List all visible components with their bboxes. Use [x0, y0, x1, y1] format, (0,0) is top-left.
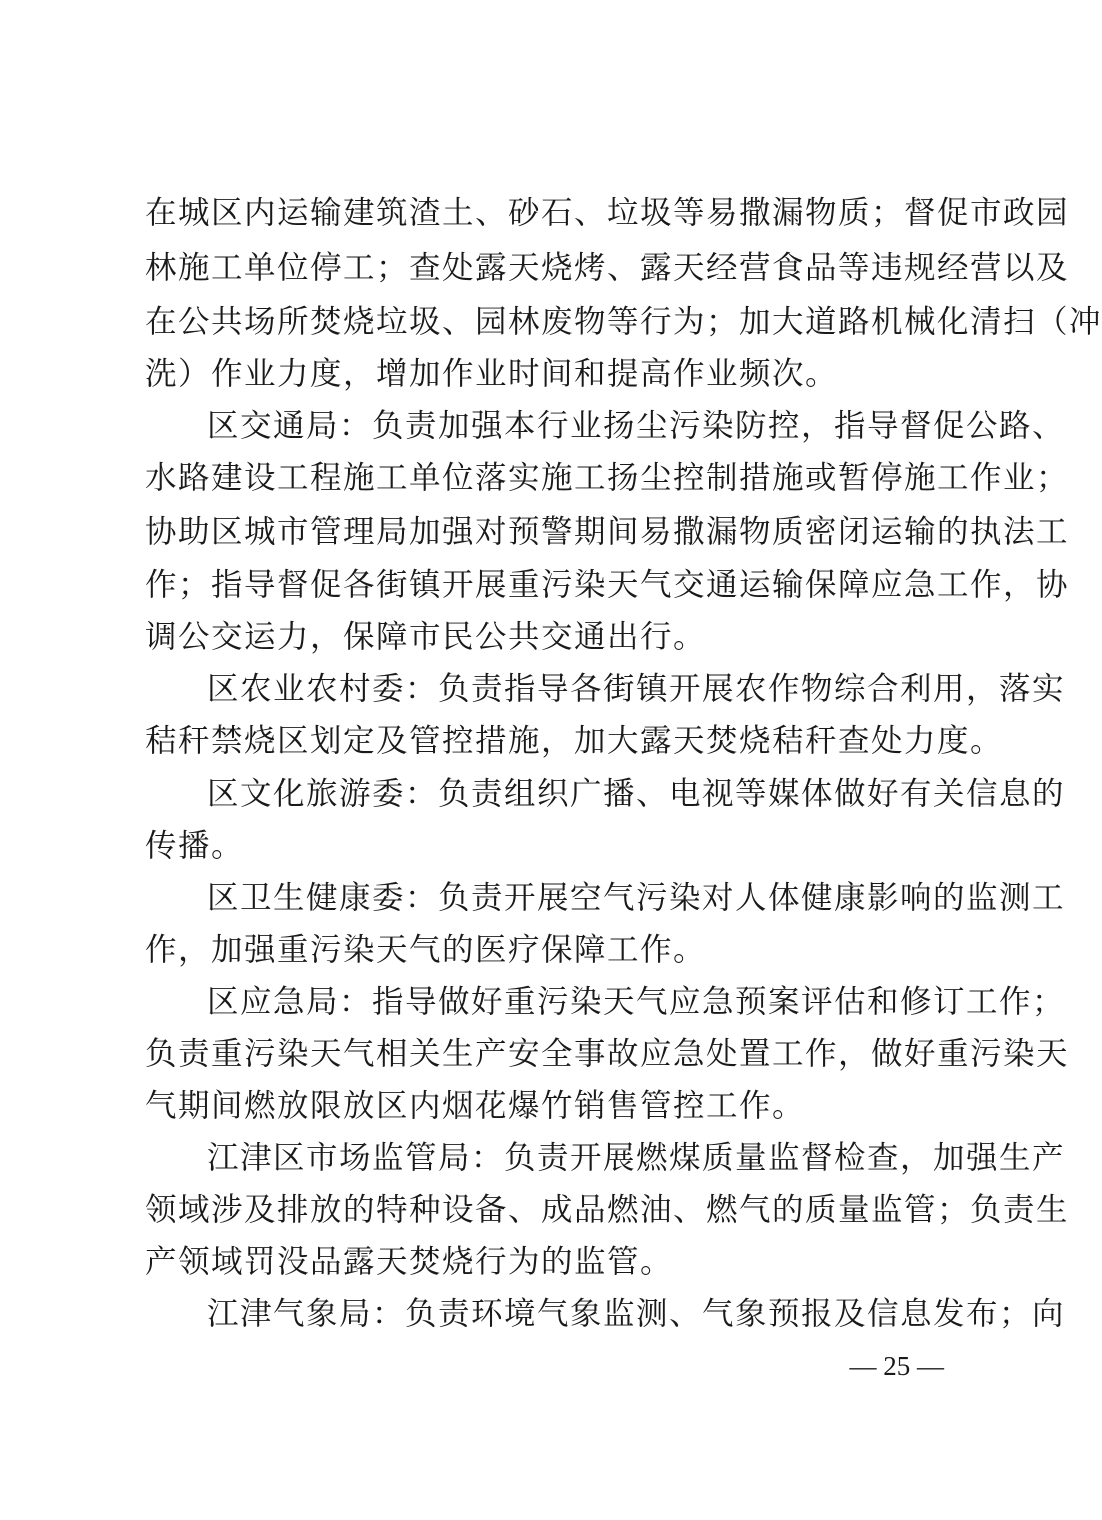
text-line: 秸秆禁烧区划定及管控措施，加大露天焚烧秸秆查处力度。 — [145, 723, 1004, 759]
text-line: 在城区内运输建筑渣土、砂石、垃圾等易撒漏物质；督促市政园 — [145, 195, 1070, 231]
text-line: 负责重污染天气相关生产安全事故应急处置工作，做好重污染天 — [145, 1036, 1070, 1072]
text-line: 作；指导督促各街镇开展重污染天气交通运输保障应急工作，协 — [145, 567, 1070, 603]
text-line: 水路建设工程施工单位落实施工扬尘控制措施或暂停施工作业； — [145, 460, 1070, 496]
paragraph-start-line: 区应急局：指导做好重污染天气应急预案评估和修订工作； — [207, 984, 1066, 1020]
paragraph-start-line: 区文化旅游委：负责组织广播、电视等媒体做好有关信息的 — [207, 776, 1066, 812]
paragraph-start-line: 江津气象局：负责环境气象监测、气象预报及信息发布；向 — [207, 1296, 1066, 1332]
text-line: 气期间燃放限放区内烟花爆竹销售管控工作。 — [145, 1088, 806, 1124]
text-line: 作，加强重污染天气的医疗保障工作。 — [145, 932, 707, 968]
page-number: — 25 — — [849, 1351, 944, 1381]
paragraph-start-line: 区交通局：负责加强本行业扬尘污染防控，指导督促公路、 — [207, 408, 1066, 444]
text-line: 传播。 — [145, 828, 245, 864]
text-line: 在公共场所焚烧垃圾、园林废物等行为；加大道路机械化清扫（冲 — [145, 304, 1102, 340]
paragraph-start-line: 区卫生健康委：负责开展空气污染对人体健康影响的监测工 — [207, 880, 1066, 916]
text-line: 产领域罚没品露天焚烧行为的监管。 — [145, 1244, 674, 1280]
paragraph-start-line: 江津区市场监管局：负责开展燃煤质量监督检查，加强生产 — [207, 1140, 1066, 1176]
text-line: 洗）作业力度，增加作业时间和提高作业频次。 — [145, 356, 839, 392]
paragraph-start-line: 区农业农村委：负责指导各街镇开展农作物综合利用，落实 — [207, 671, 1066, 707]
text-line: 领域涉及排放的特种设备、成品燃油、燃气的质量监管；负责生 — [145, 1192, 1070, 1228]
text-line: 林施工单位停工；查处露天烧烤、露天经营食品等违规经营以及 — [145, 250, 1070, 286]
text-line: 协助区城市管理局加强对预警期间易撒漏物质密闭运输的执法工 — [145, 514, 1070, 550]
text-line: 调公交运力，保障市民公共交通出行。 — [145, 619, 707, 655]
